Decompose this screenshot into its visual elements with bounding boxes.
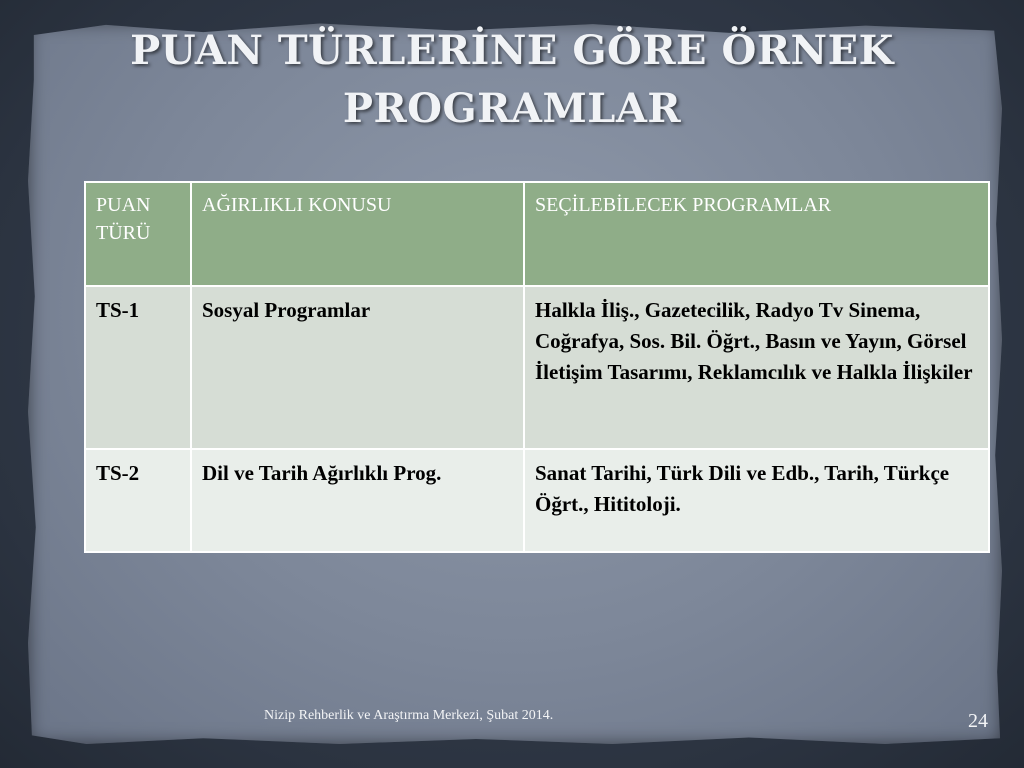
cell-programlar: Halkla İliş., Gazetecilik, Radyo Tv Sinema, Coğrafya, Sos. Bil. Öğrt., Basın ve Yayın, Görsel İletişim Tasarımı, Reklamcılık ve Halkla İlişkiler bbox=[524, 286, 989, 449]
page-number: 24 bbox=[968, 710, 988, 732]
programs-table bbox=[84, 181, 990, 553]
cell-konu: Dil ve Tarih Ağırlıklı Prog. bbox=[191, 449, 524, 552]
cell-konu: Sosyal Programlar bbox=[191, 286, 524, 449]
title-line-1: PUAN TÜRLERİNE GÖRE ÖRNEK bbox=[130, 27, 894, 74]
slide-title bbox=[60, 22, 964, 138]
table-header-row bbox=[85, 182, 989, 286]
table-row bbox=[85, 449, 989, 552]
cell-programlar: Sanat Tarihi, Türk Dili ve Edb., Tarih, Türkçe Öğrt., Hititoloji. bbox=[524, 449, 989, 552]
footer-text: Nizip Rehberlik ve Araştırma Merkezi, Şubat 2014. bbox=[264, 708, 554, 723]
title-line-2: PROGRAMLAR bbox=[342, 85, 682, 132]
header-secilebilecek-programlar: SEÇİLEBİLECEK PROGRAMLAR bbox=[524, 182, 989, 286]
table-row bbox=[85, 286, 989, 449]
header-agirlikli-konusu: AĞIRLIKLI KONUSU bbox=[191, 182, 524, 286]
cell-puan-turu: TS-1 bbox=[85, 286, 191, 449]
cell-puan-turu: TS-2 bbox=[85, 449, 191, 552]
header-puan-turu: PUAN TÜRÜ bbox=[85, 182, 191, 286]
